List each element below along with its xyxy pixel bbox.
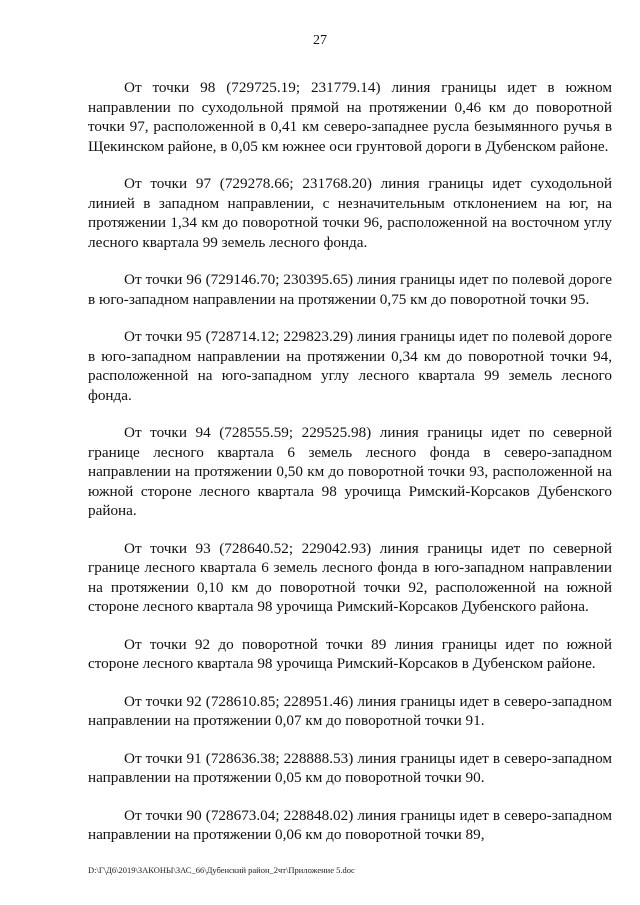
page-number: 27 xyxy=(313,33,327,48)
paragraph: От точки 90 (728673.04; 228848.02) линия границы идет в северо-западном направлении на протяжении 0,06 км до поворотной точки 89, xyxy=(88,806,612,843)
footer-file-path: D:\Г\Д6\2019\ЗАКОНЫ\ЗАС_66\Дубенский район_2чт\Приложение 5.doc xyxy=(88,865,355,875)
paragraph: От точки 92 до поворотной точки 89 линия границы идет по южной стороне лесного квартала 98 урочища Римский-Корсаков в Дубенском районе. xyxy=(88,635,612,672)
paragraph: От точки 93 (728640.52; 229042.93) линия границы идет по северной границе лесного квартала 6 земель лесного фонда в юго-западном направлении на протяжении 0,10 км до поворотной точки 92, расположенной на южной стороне лесного квартала 98 урочища Римский-Корсаков Дубенского района. xyxy=(88,539,612,615)
document-body xyxy=(88,78,612,863)
paragraph: От точки 94 (728555.59; 229525.98) линия границы идет по северной границе лесного квартала 6 земель лесного фонда в северо-западном направлении на протяжении 0,50 км до поворотной точки 93, расположенной на южной стороне лесного квартала 98 урочища Римский-Корсаков Дубенского района. xyxy=(88,424,612,519)
paragraph: От точки 97 (729278.66; 231768.20) линия границы идет суходольной линией в западном направлении, с незначительным отклонением на юг, на протяжении 1,34 км до поворотной точки 96, расположенной на восточном углу лесного квартала 99 земель лесного фонда. xyxy=(88,175,612,251)
paragraph: От точки 92 (728610.85; 228951.46) линия границы идет в северо-западном направлении на протяжении 0,07 км до поворотной точки 91. xyxy=(88,692,612,729)
paragraph: От точки 98 (729725.19; 231779.14) линия границы идет в южном направлении по суходольной прямой на протяжении 0,46 км до поворотной точки 97, расположенной в 0,41 км северо-западнее русла безымянного ручья в Щекинском районе, в 0,05 км южнее оси грунтовой дороги в Дубенском районе. xyxy=(88,79,612,155)
paragraph: От точки 95 (728714.12; 229823.29) линия границы идет по полевой дороге в юго-западном направлении на протяжении 0,34 км до поворотной точки 94, расположенной на юго-западном углу лесного квартала 99 земель лесного фонда. xyxy=(88,328,612,404)
paragraph: От точки 91 (728636.38; 228888.53) линия границы идет в северо-западном направлении на протяжении 0,05 км до поворотной точки 90. xyxy=(88,749,612,786)
paragraph: От точки 96 (729146.70; 230395.65) линия границы идет по полевой дороге в юго-западном направлении на протяжении 0,75 км до поворотной точки 95. xyxy=(88,271,612,308)
